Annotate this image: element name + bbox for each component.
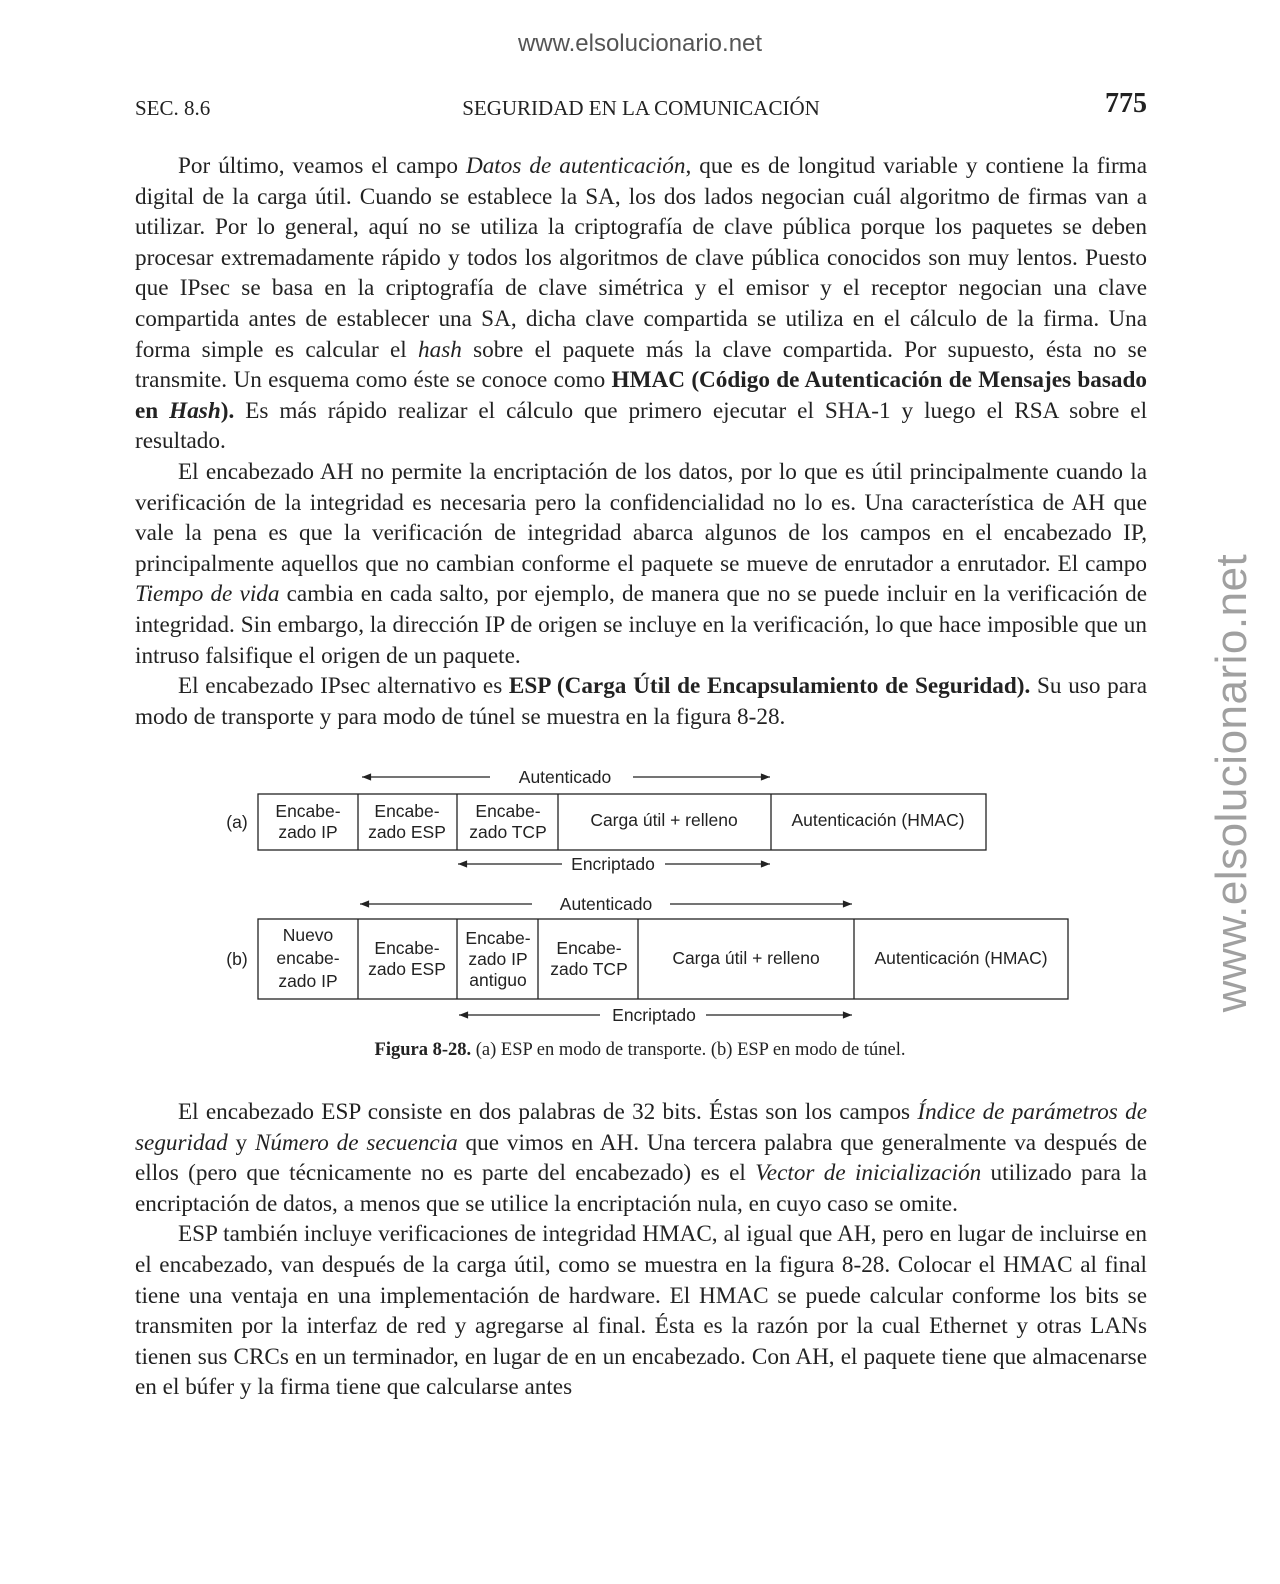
cell-old-ip-header-b-line3: antiguo bbox=[469, 970, 527, 990]
running-head bbox=[135, 88, 1147, 124]
cell-old-ip-header-b-line2: zado IP bbox=[468, 949, 528, 969]
cell-esp-header-a-line2: zado ESP bbox=[368, 822, 446, 842]
cell-new-ip-header-b: Nuevo bbox=[282, 925, 334, 945]
paragraph-esp-header: El encabezado ESP consiste en dos palabras de 32 bits. Éstas son los campos Índice de parámetros de seguridad y Número de secuencia que vimos en AH. Una tercera palabra que generalmente va después de ellos (pero que técnicamente no es parte del encabezado) es el Vector de inicialización utilizado para la encriptación de datos, a menos que se utilice la encriptación nula, en cuyo caso se omite. bbox=[135, 1099, 1148, 1217]
watermark-top: www.elsolucionario.net bbox=[517, 30, 763, 57]
cell-hmac-b: Autenticación (HMAC) bbox=[874, 948, 1048, 968]
packet-b bbox=[258, 919, 1068, 999]
running-title: SEGURIDAD EN LA COMUNICACIÓN bbox=[462, 96, 820, 120]
cell-hmac-a: Autenticación (HMAC) bbox=[791, 810, 965, 830]
label-a: (a) bbox=[226, 812, 248, 832]
hmac-term: HMAC (Código de Autenticación de Mensajes basado en Hash). bbox=[135, 367, 1147, 424]
cell-tcp-header-a-line2: zado TCP bbox=[469, 822, 547, 842]
paragraph-esp-intro: El encabezado IPsec alternativo es ESP (Carga Útil de Encapsulamiento de Seguridad). Su uso para modo de transporte y para modo de túnel se muestra en la figura 8-28. bbox=[135, 673, 1148, 730]
label-b: (b) bbox=[226, 949, 248, 969]
cell-new-ip-header-b-line2: encabe- bbox=[276, 948, 340, 968]
paragraph-ah: El encabezado AH no permite la encriptación de los datos, por lo que es útil principalmente cuando la verificación de la integridad es necesaria pero la confidencialidad no lo es. Una característica de AH que vale la pena es que la verificación de integridad abarca algunos de los campos en el encabezado IP, principalmente aquellos que no cambian conforme el paquete se mueve de enrutador a enrutador. El campo Tiempo de vida cambia en cada salto, por ejemplo, de manera que no se puede incluir en la verificación de integridad. Sin embargo, la dirección IP de origen se incluye en la verificación, lo que hace imposible que un intruso falsifique el origen de un paquete. bbox=[135, 458, 1147, 669]
cell-esp-header-b: Encabe- bbox=[374, 938, 440, 958]
esp-term: ESP (Carga Útil de Encapsulamiento de Seguridad). bbox=[508, 673, 1031, 700]
encriptado-label-b: Encriptado bbox=[612, 1005, 696, 1025]
cell-tcp-header-b: Encabe- bbox=[556, 938, 622, 958]
cell-tcp-header-a: Encabe- bbox=[475, 801, 541, 821]
cell-payload-b: Carga útil + relleno bbox=[672, 948, 820, 968]
figure-caption bbox=[0, 1040, 1280, 1061]
cell-old-ip-header-b: Encabe- bbox=[465, 928, 531, 948]
cell-esp-header-b-line2: zado ESP bbox=[368, 959, 446, 979]
figure-8-28 bbox=[0, 760, 1280, 1070]
encriptado-label-a: Encriptado bbox=[571, 854, 655, 874]
autenticado-label-a: Autenticado bbox=[518, 767, 612, 787]
watermark-side: www.elsolucionario.net bbox=[1207, 553, 1256, 1013]
cell-esp-header-a: Encabe- bbox=[374, 801, 440, 821]
packet-a bbox=[258, 794, 986, 850]
autenticado-label-b: Autenticado bbox=[559, 894, 653, 914]
page-number: 775 bbox=[1105, 88, 1147, 119]
body-text-bottom bbox=[135, 1097, 1147, 1403]
cell-new-ip-header-b-line3: zado IP bbox=[278, 971, 338, 991]
cell-ip-header-a-line2: zado IP bbox=[278, 822, 338, 842]
cell-ip-header-a: Encabe- bbox=[275, 801, 341, 821]
paragraph-esp-hmac: ESP también incluye verificaciones de integridad HMAC, al igual que AH, pero en lugar de incluirse en el encabezado, van después de la carga útil, como se muestra en la figura 8-28. Colocar el HMAC al final tiene una ventaja en una implementación de hardware. El HMAC se puede calcular conforme los bits se transmiten por la interfaz de red y agregarse al final. Ésta es la razón por la cual Ethernet y otras LANs tienen sus CRCs en un terminador, en lugar de en un encabezado. Con AH, el paquete tiene que almacenarse en el búfer y la firma tiene que calcularse antes bbox=[135, 1221, 1147, 1401]
section-number: SEC. 8.6 bbox=[135, 96, 211, 120]
figure-caption-text: (a) ESP en modo de transporte. (b) ESP en modo de túnel. bbox=[471, 1040, 906, 1060]
cell-payload-a: Carga útil + relleno bbox=[590, 810, 738, 830]
figure-caption-label: Figura 8-28. bbox=[374, 1040, 472, 1060]
esp-diagram bbox=[0, 760, 1280, 1040]
body-text-top bbox=[135, 151, 1147, 732]
cell-tcp-header-b-line2: zado TCP bbox=[550, 959, 628, 979]
paragraph-datos-autenticacion: Por último, veamos el campo Datos de autenticación, que es de longitud variable y contiene la firma digital de la carga útil. Cuando se establece la SA, los dos lados negocian cuál algoritmo de firmas van a utilizar. Por lo general, aquí no se utiliza la criptografía de clave pública porque los paquetes se deben procesar extremadamente rápido y todos los algoritmos de clave pública conocidos son muy lentos. Puesto que IPsec se basa en la criptografía de clave simétrica y el emisor y el receptor negocian una clave compartida antes de establecer una SA, dicha clave compartida se utiliza en el cálculo de la firma. Una forma simple es calcular el hash sobre el paquete más la clave compartida. Por supuesto, ésta no se transmite. Un esquema como éste se conoce como HMAC (Código de Autenticación de Mensajes basado en Hash). Es más rápido realizar el cálculo que primero ejecutar el SHA-1 y luego el RSA sobre el resultado. bbox=[135, 153, 1148, 455]
